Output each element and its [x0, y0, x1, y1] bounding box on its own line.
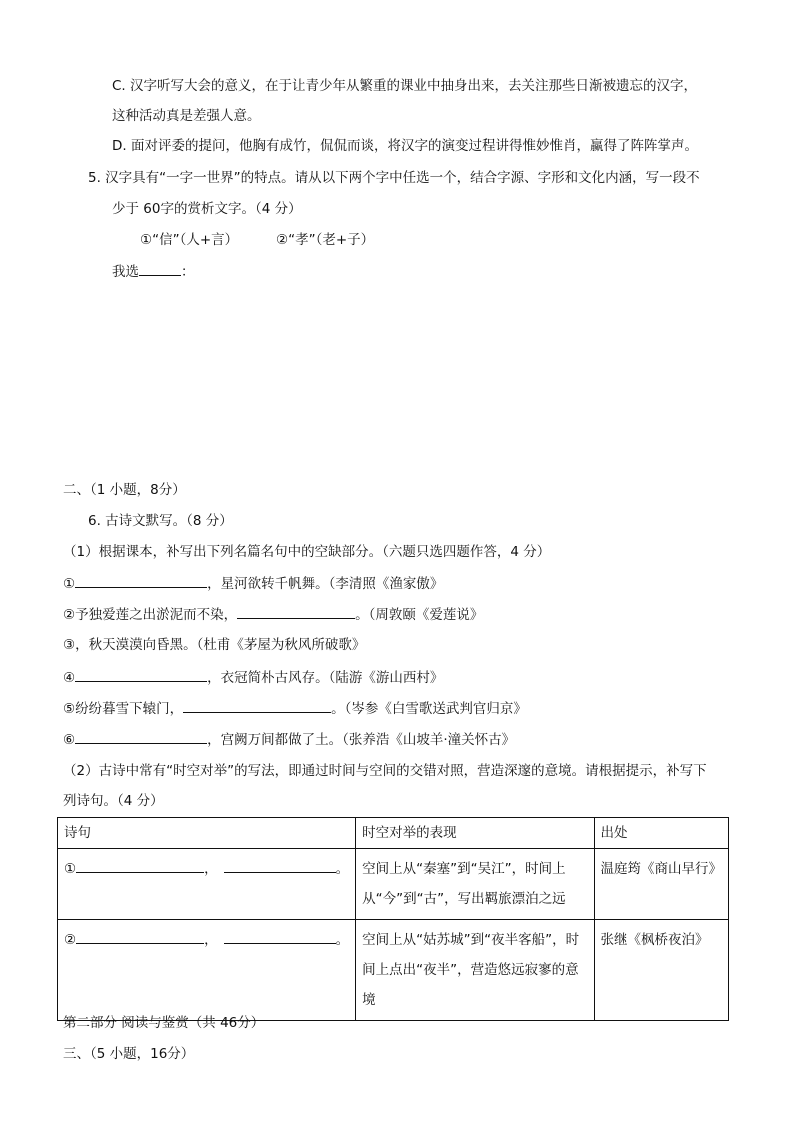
item-4-blank[interactable] — [75, 667, 207, 682]
row-1-source: 温庭筠《商山早行》 — [594, 849, 729, 920]
row-1-blank-a[interactable] — [76, 858, 204, 873]
item-5-blank[interactable] — [183, 698, 331, 713]
item-6-text: ，宫阙万间都做了土。（张养浩《山坡羊·潼关怀古》 — [207, 732, 516, 748]
row-1-sep: ， — [204, 861, 218, 877]
table-header-row — [58, 818, 729, 849]
recite-item-5 — [63, 698, 527, 719]
item-1-text: ，星河欲转千帆舞。（李清照《渔家傲》 — [207, 576, 444, 592]
item-6-num: ⑥ — [63, 732, 76, 748]
row-2-blank-a[interactable] — [76, 929, 204, 944]
item-1-blank[interactable] — [75, 573, 207, 588]
row-1-poem — [58, 849, 356, 920]
q5-answer-line — [112, 261, 195, 282]
q6-title: 6. 古诗文默写。（8 分） — [88, 513, 233, 529]
section3-heading: 三、（5 小题，16分） — [63, 1046, 195, 1062]
table-row — [58, 849, 729, 920]
header-poem: 诗句 — [58, 818, 356, 849]
option-d: D. 面对评委的提问，他胸有成竹，侃侃而谈，将汉字的演变过程讲得惟妙惟肖，赢得了阵阵掌声。 — [112, 138, 698, 154]
item-4-text: ，衣冠简朴古风存。（陆游《游山西村》 — [207, 670, 444, 686]
row-2-end: 。 — [335, 932, 350, 948]
q5-line2: 少于 60字的赏析文字。（4 分） — [112, 201, 302, 217]
recite-item-4 — [63, 667, 443, 688]
q5-choice2: ②“孝”（老+子） — [276, 232, 375, 248]
poem-table — [57, 817, 729, 1021]
row-2-desc: 空间上从“姑苏城”到“夜半客船”，时间上点出“夜半”，营造悠远寂寥的意境 — [356, 920, 594, 1021]
q5-answer-suffix: ： — [181, 264, 195, 280]
item-6-blank[interactable] — [75, 729, 207, 744]
part2-line1: （2）古诗中常有“时空对举”的写法，即通过时间与空间的交错对照，营造深邃的意境。请根据提示，补写下 — [63, 763, 707, 779]
item-2-text: ②予独爱莲之出淤泥而不染， — [63, 607, 238, 623]
row-2-poem — [58, 920, 356, 1021]
part2-line2: 列诗句。（4 分） — [63, 793, 164, 809]
recite-item-6 — [63, 729, 515, 750]
option-c-line2: 这种活动真是差强人意。 — [112, 108, 261, 124]
q5-answer-prefix: 我选 — [112, 264, 139, 280]
item-2-source: 。（周敦颐《爱莲说》 — [355, 607, 484, 623]
row-1-desc: 空间上从“秦塞”到“吴江”，时间上从“今”到“古”，写出羁旅漂泊之远 — [356, 849, 594, 920]
header-expression: 时空对举的表现 — [356, 818, 594, 849]
item-1-num: ① — [63, 576, 76, 592]
row-2-blank-b[interactable] — [224, 929, 336, 944]
section2-heading: 二、（1 小题，8分） — [63, 482, 186, 498]
row-2-sep: ， — [204, 932, 218, 948]
row-2-source: 张继《枫桥夜泊》 — [594, 920, 729, 1021]
row-1-num: ① — [64, 861, 77, 877]
part1-instruction: （1）根据课本，补写出下列名篇名句中的空缺部分。（六题只选四题作答，4 分） — [63, 544, 551, 560]
recite-item-1 — [63, 573, 443, 594]
q5-line1: 5. 汉字具有“一字一世界”的特点。请从以下两个字中任选一个，结合字源、字形和文化内涵，写一段不 — [88, 170, 700, 186]
item-5-source: 。（岑参《白雪歌送武判官归京》 — [331, 701, 527, 717]
table-row — [58, 920, 729, 1021]
recite-item-3 — [63, 635, 365, 655]
item-4-num: ④ — [63, 670, 76, 686]
item-3-text: ③，秋天漠漠向昏黑。（杜甫《茅屋为秋风所破歌》 — [63, 637, 366, 653]
item-2-blank[interactable] — [237, 604, 355, 619]
row-2-num: ② — [64, 932, 77, 948]
q5-choice1: ①“信”（人+言） — [140, 232, 239, 248]
row-1-end: 。 — [335, 861, 350, 877]
item-5-text: ⑤纷纷暮雪下辕门， — [63, 701, 184, 717]
option-c-line1: C. 汉字听写大会的意义，在于让青少年从繁重的课业中抽身出来，去关注那些日渐被遗忘的汉字， — [112, 78, 698, 94]
recite-item-2 — [63, 604, 483, 625]
q5-answer-blank[interactable] — [139, 261, 181, 276]
header-source: 出处 — [594, 818, 729, 849]
part2-heading: 第二部分 阅读与鉴赏（共 46分） — [63, 1015, 265, 1031]
row-1-blank-b[interactable] — [224, 858, 336, 873]
